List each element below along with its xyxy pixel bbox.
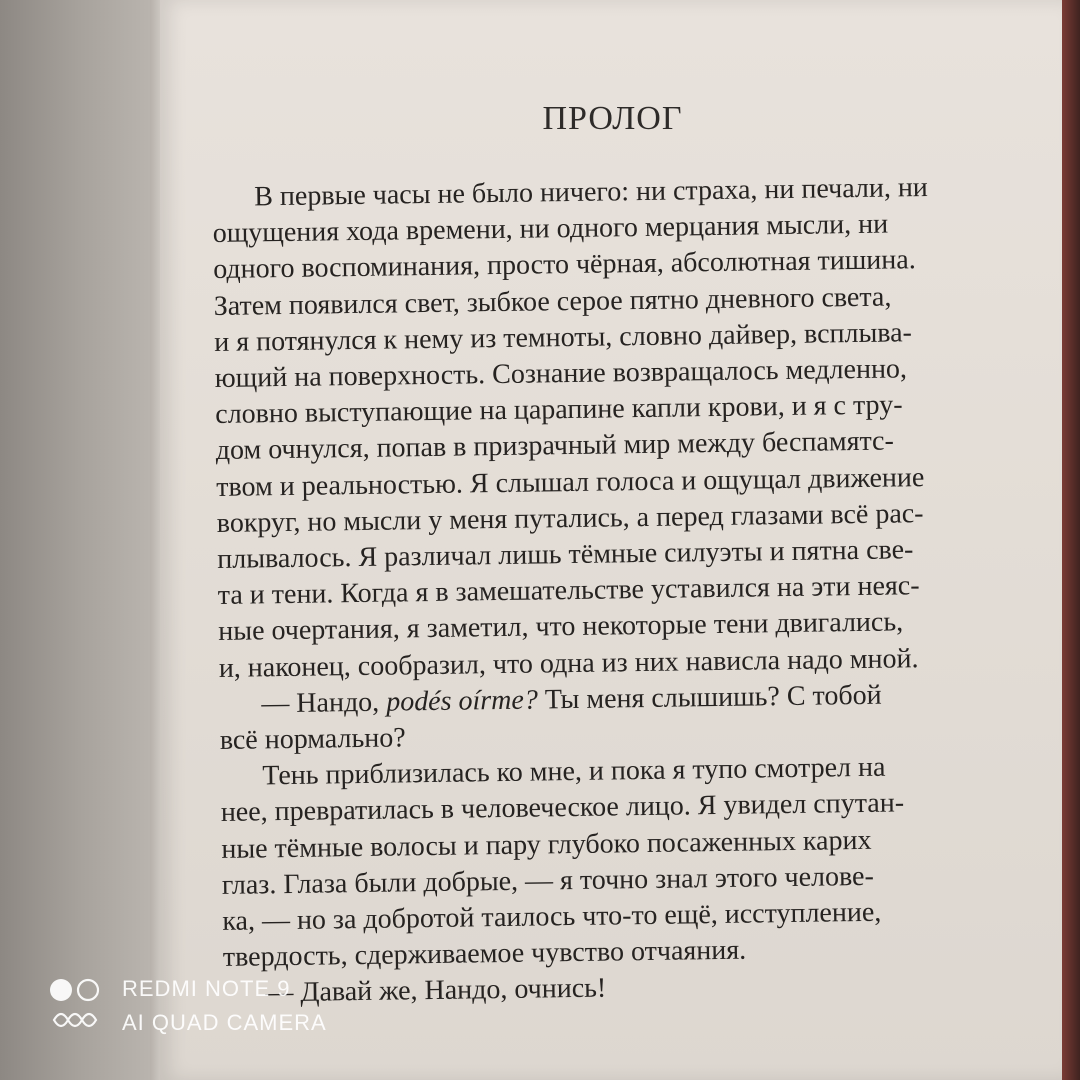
- text-line: В первые часы не было ничего: ни страха, ни печали, ни: [254, 172, 929, 213]
- chapter-text: [212, 169, 984, 1012]
- text-line: словно выступающие на царапине капли крови, и я с тру-: [215, 389, 903, 431]
- text-line: дом очнулся, попав в призрачный мир между беспамятс-: [215, 425, 895, 467]
- text-line: плывалось. Я различал лишь тёмные силуэты и пятна све-: [217, 534, 914, 575]
- text-line: и я потянулся к нему из темноты, словно дайвер, всплыва-: [214, 317, 913, 358]
- text-line: одного воспоминания, просто чёрная, абсолютная тишина.: [213, 244, 916, 286]
- text-line: Затем появился свет, зыбкое серое пятно дневного света,: [213, 281, 892, 322]
- text-line: и, наконец, сообразил, что одна из них нависла надо мной.: [218, 642, 919, 684]
- text-line: — Давай же, Нандо, очнись!: [265, 973, 607, 1009]
- text-line: вокруг, но мысли у меня путались, а перед глазами всё рас-: [216, 497, 924, 539]
- dialogue-text: — Нандо,: [261, 686, 387, 720]
- foreign-phrase: podés oírme?: [385, 684, 539, 718]
- watermark-model: REDMI NOTE 9: [122, 976, 291, 1001]
- text-line: твердость, сдерживаемое чувство отчаяния.: [222, 934, 747, 974]
- text-line: та и тени. Когда я в замешательстве уставился на эти неяс-: [217, 570, 920, 612]
- text-line: всё нормально?: [219, 722, 406, 756]
- text-line: ка, — но за добротой таилось что-то ещё, исступление,: [222, 896, 882, 937]
- text-line: твом и реальностью. Я слышал голоса и ощущал движение: [216, 461, 925, 503]
- text-line: ющий на поверхность. Сознание возвращалось медленно,: [214, 353, 908, 394]
- dialogue-text: Ты меня слышишь? С тобой: [537, 679, 882, 716]
- book-cover-edge: [1062, 0, 1080, 1080]
- watermark-camera: AI QUAD CAMERA: [122, 1010, 327, 1035]
- text-line: глаз. Глаза были добрые, — я точно знал этого челове-: [221, 860, 874, 901]
- text-line: Тень приблизилась ко мне, и пока я тупо смотрел на: [262, 751, 886, 792]
- left-page: [0, 0, 150, 1080]
- text-line: ные очертания, я заметил, что некоторые тени двигались,: [218, 606, 904, 648]
- camera-logo-icon: [48, 976, 104, 1034]
- text-line: ощущения хода времени, ни одного мерцания мысли, ни: [212, 208, 889, 250]
- chapter-title: ПРОЛОГ: [542, 100, 683, 137]
- text-line: нее, превратилась в человеческое лицо. Я увидел спутан-: [220, 787, 905, 829]
- text-line: ные тёмные волосы и пару глубоко посаженных карих: [221, 824, 872, 865]
